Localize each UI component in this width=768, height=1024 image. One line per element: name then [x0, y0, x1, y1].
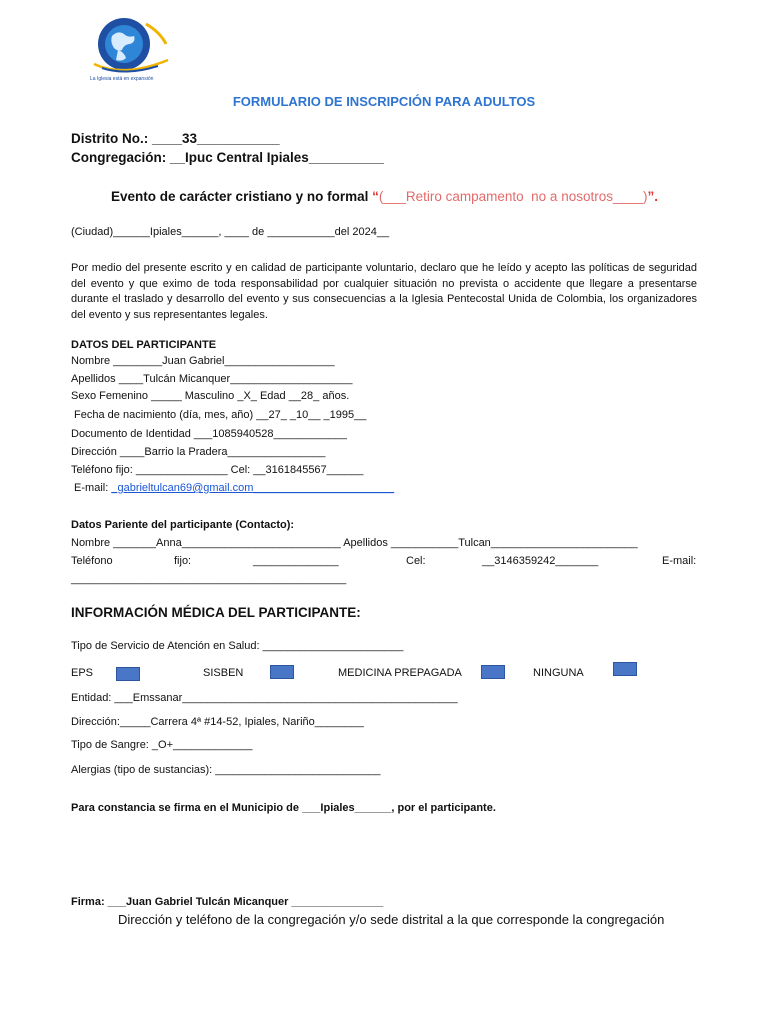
contact-email-value: _____________________________________________ — [71, 573, 347, 585]
distrito-field: Distrito No.: ____33___________ — [71, 131, 280, 146]
event-line — [111, 189, 658, 204]
option-prepagada-label: MEDICINA PREPAGADA — [338, 667, 462, 679]
participant-telefono: Teléfono fijo: _______________ Cel: __3161845567______ — [71, 464, 364, 476]
option-ninguna-checkbox[interactable] — [613, 662, 637, 676]
contact-nombre-line: Nombre _______Anna__________________________ Apellidos ___________Tulcan________________________ — [71, 537, 638, 549]
participant-nacimiento: Fecha de nacimiento (día, mes, año) __27_ _10__ _1995__ — [71, 409, 367, 421]
church-logo — [88, 14, 174, 88]
contact-heading: Datos Pariente del participante (Contacto): — [71, 519, 295, 531]
participant-email-link[interactable]: _gabrieltulcan69@gmail.com_______________________ — [111, 482, 395, 494]
contact-fijo-label: fijo: — [174, 555, 192, 567]
participant-email-label: E-mail: — [71, 482, 112, 494]
contact-email-label: E-mail: — [662, 555, 697, 567]
participant-apellidos: Apellidos ____Tulcán Micanquer____________________ — [71, 373, 353, 385]
event-name: (___Retiro campamento no a nosotros____) — [378, 189, 648, 204]
ciudad-line: (Ciudad)______Ipiales______, ____ de ___________del 2024__ — [71, 226, 390, 238]
participant-heading: DATOS DEL PARTICIPANTE — [71, 339, 217, 351]
participant-sexo: Sexo Femenino _____ Masculino _X_ Edad __28_ años. — [71, 390, 350, 402]
option-sisben-label: SISBEN — [203, 667, 244, 679]
contact-fijo-value: ______________ — [253, 555, 339, 567]
medical-heading: INFORMACIÓN MÉDICA DEL PARTICIPANTE: — [71, 605, 361, 620]
congregacion-field: Congregación: __Ipuc Central Ipiales__________ — [71, 150, 384, 165]
event-period: . — [654, 189, 659, 204]
contact-cel-value: __3146359242_______ — [482, 555, 599, 567]
medical-direccion: Dirección:_____Carrera 4ª #14-52, Ipiales, Nariño________ — [71, 716, 364, 728]
form-title: FORMULARIO DE INSCRIPCIÓN PARA ADULTOS — [232, 94, 536, 109]
option-eps-checkbox[interactable] — [116, 667, 140, 681]
option-sisben-checkbox[interactable] — [270, 665, 294, 679]
option-prepagada-checkbox[interactable] — [481, 665, 505, 679]
event-close-quote: ” — [647, 189, 655, 204]
footer-note: Dirección y teléfono de la congregación y/o sede distrital a la que corresponde la congregación — [118, 912, 665, 927]
option-eps-label: EPS — [71, 667, 94, 679]
contact-cel-label: Cel: — [406, 555, 426, 567]
option-ninguna-label: NINGUNA — [533, 667, 584, 679]
participant-direccion: Dirección ____Barrio la Pradera________________ — [71, 446, 326, 458]
medical-alergias: Alergias (tipo de sustancias): ___________________________ — [71, 764, 381, 776]
participant-email-row — [71, 482, 394, 494]
declaration-paragraph: Por medio del presente escrito y en calidad de participante voluntario, declaro que he leído y acepto las políticas de seguridad del evento y que eximo de toda responsabilidad por cualquier situación no prevista o accidente que llegare a presentarse durante el traslado y desarrollo del evento y sus consecuencias a la Iglesia Pentecostal Unida de Colombia, los organizadores del evento y sus representantes legales. — [71, 262, 697, 321]
constancia-line: Para constancia se firma en el Municipio de ___Ipiales______, por el participante. — [71, 802, 496, 814]
medical-sangre: Tipo de Sangre: _O+_____________ — [71, 739, 253, 751]
firma-line: Firma: ___Juan Gabriel Tulcán Micanquer _______________ — [71, 896, 384, 908]
logo-tagline: La Iglesia está en expansión — [90, 76, 154, 82]
participant-nombre: Nombre ________Juan Gabriel__________________ — [71, 355, 335, 367]
event-prefix: Evento de carácter cristiano y no formal — [111, 189, 373, 204]
contact-telefono-label: Teléfono — [71, 555, 113, 567]
medical-tipo-servicio: Tipo de Servicio de Atención en Salud: _______________________ — [71, 640, 404, 652]
event-open-quote: “ — [372, 189, 379, 204]
participant-documento: Documento de Identidad ___1085940528____________ — [71, 428, 347, 440]
medical-entidad: Entidad: ___Emssanar_____________________________________________ — [71, 692, 458, 704]
